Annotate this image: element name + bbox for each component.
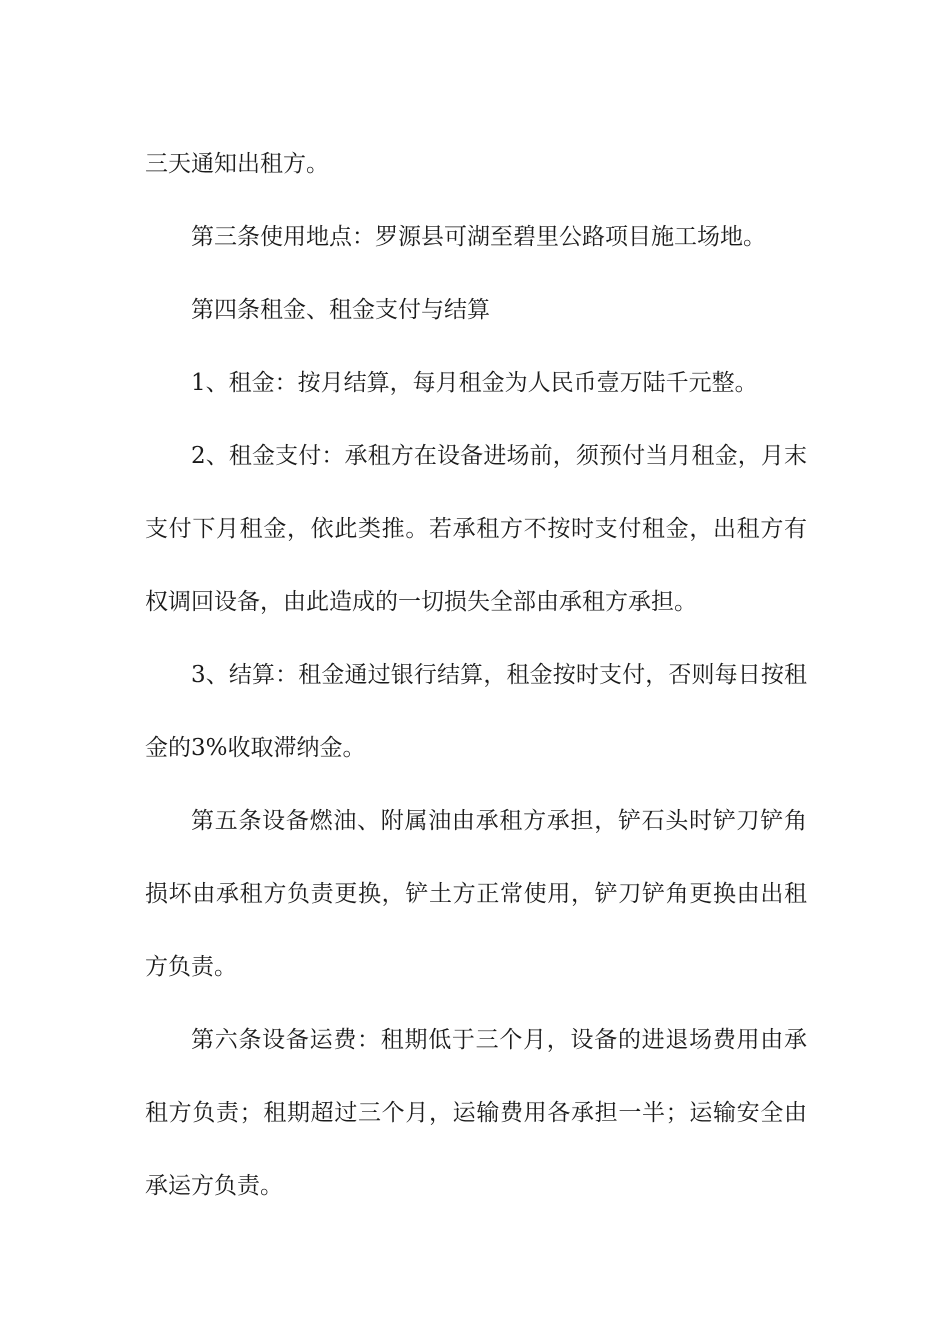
paragraph-article-3: 第三条使用地点：罗源县可湖至碧里公路项目施工场地。 (191, 224, 766, 250)
paragraph-article-5: 第五条设备燃油、附属油由承租方承担，铲石头时铲刀铲角损坏由承租方负责更换，铲土方正常使用，铲刀铲角更换由出租方负责。 (145, 808, 807, 980)
paragraph-article-4-heading: 第四条租金、租金支付与结算 (191, 297, 490, 323)
document-body (145, 128, 807, 1223)
paragraph-article-6: 第六条设备运费：租期低于三个月，设备的进退场费用由承租方负责；租期超过三个月，运输费用各承担一半；运输安全由承运方负责。 (145, 1027, 807, 1199)
paragraph-rent-payment: 2、租金支付：承租方在设备进场前，须预付当月租金，月末支付下月租金，依此类推。若承租方不按时支付租金，出租方有权调回设备，由此造成的一切损失全部由承租方承担。 (145, 443, 807, 615)
paragraph-settlement: 3、结算：租金通过银行结算，租金按时支付，否则每日按租金的3%收取滞纳金。 (145, 662, 807, 761)
paragraph-rent: 1、租金：按月结算，每月租金为人民币壹万陆千元整。 (191, 370, 758, 396)
paragraph-continuation: 三天通知出租方。 (145, 151, 329, 177)
